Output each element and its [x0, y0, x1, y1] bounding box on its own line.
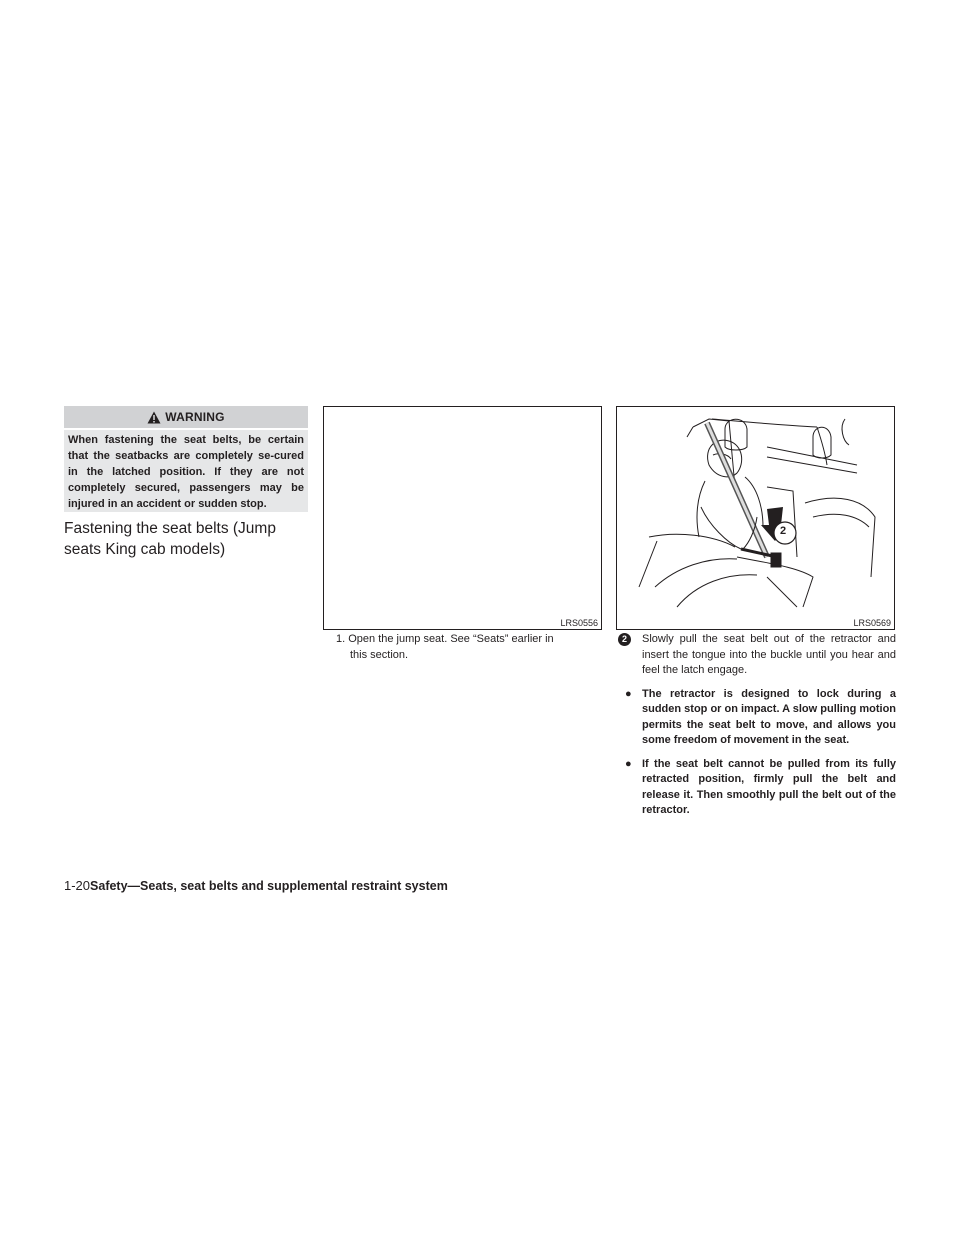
seat-belt-illustration	[617, 407, 894, 629]
step-1-cont: this section.	[350, 648, 409, 661]
warning-triangle-icon	[147, 411, 161, 424]
bullet-text: If the seat belt cannot be pulled from its fully retracted position, firmly pull the belt and release it. Then smoothly pull the belt out of the retractor.	[642, 757, 896, 816]
step-1	[336, 632, 604, 663]
warning-title: WARNING	[165, 410, 225, 424]
step-1-lead: 1. Open the jump seat. See “Seats” earlier in	[336, 633, 554, 645]
figure-code: LRS0569	[853, 618, 891, 628]
bullet-text: The retractor is designed to lock during a sudden stop or on impact. A slow pulling motion permits the seat belt to move, and allows you some freedom of movement in the seat.	[642, 687, 897, 746]
bullet-item	[618, 757, 896, 819]
section-title: Fastening the seat belts (Jump seats King cab models)	[64, 520, 276, 558]
warning-header	[64, 406, 308, 428]
figure-jump-seat	[323, 406, 602, 630]
bullet-item	[618, 687, 896, 749]
page-number: 1-20	[64, 878, 91, 893]
step-2	[618, 632, 896, 819]
figure-code: LRS0556	[560, 618, 598, 628]
bullet-dot-icon: ●	[625, 687, 632, 700]
figure-seat-belt-fastening	[616, 406, 895, 630]
page-footer	[64, 878, 448, 893]
chapter-title: Safety—Seats, seat belts and supplemental restraint system	[90, 879, 448, 893]
callout-number: 2	[780, 525, 787, 537]
step-2-text: Slowly pull the seat belt out of the retractor and insert the tongue into the buckle until you hear and feel the latch engage.	[642, 633, 896, 676]
step-2-number: 2	[618, 633, 631, 646]
bullet-dot-icon: ●	[625, 757, 632, 770]
warning-body: When fastening the seat belts, be certain that the seatbacks are completely se-cured in the latched position. If they are not completely secured, passengers may be injured in an accident or sudden stop.	[64, 430, 308, 512]
